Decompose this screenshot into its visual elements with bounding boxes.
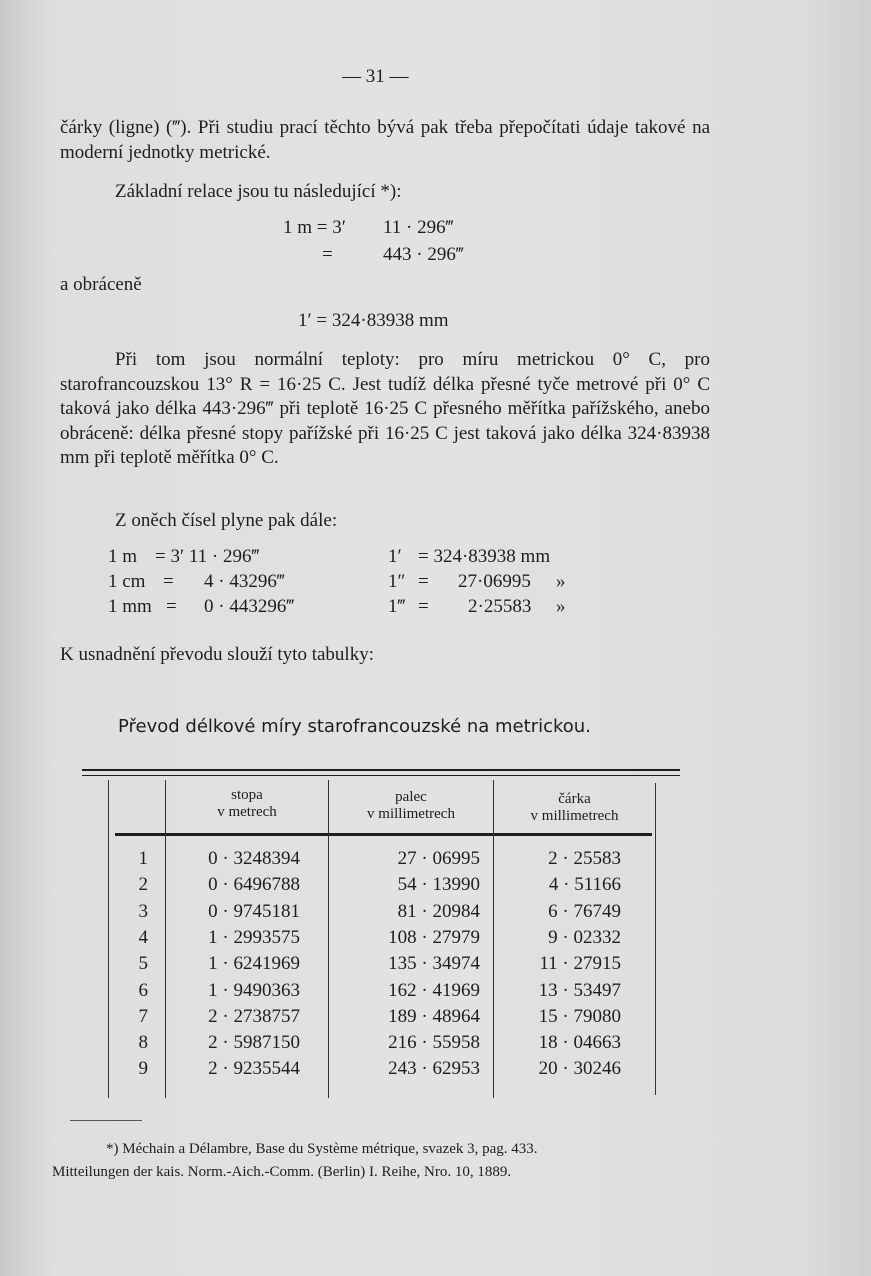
equation-unit: 1 m — [108, 546, 138, 567]
table-cell: 2 · 9235544 — [208, 1058, 300, 1080]
ditto-mark: » — [556, 571, 566, 592]
table-cell: 108 · 27979 — [388, 926, 480, 948]
table-cell: 54 · 13990 — [397, 874, 480, 896]
row-number: 5 — [138, 953, 148, 975]
header-line: v metrech — [217, 804, 277, 820]
row-number: 6 — [138, 979, 148, 1001]
table-cell: 27 · 06995 — [397, 848, 480, 869]
table-cell: 18 · 04663 — [538, 1032, 621, 1054]
row-number: 9 — [138, 1058, 148, 1080]
table-cell: 2 · 5987150 — [208, 1032, 300, 1054]
equation-unit-2: 1″ — [388, 571, 406, 592]
paragraph-conversely: a obráceně — [60, 274, 142, 295]
table-cell: 216 · 55958 — [388, 1032, 480, 1054]
table-cell: 11 · 27915 — [539, 953, 621, 975]
table-cell: 0 · 3248394 — [208, 848, 300, 869]
table-cell: 6 · 76749 — [548, 900, 621, 922]
page-number: — 31 — — [342, 66, 409, 87]
footnote-rule — [70, 1120, 142, 1121]
row-number: 2 — [138, 874, 148, 896]
column-divider — [655, 783, 656, 1095]
table-cell: 0 · 6496788 — [208, 874, 300, 896]
paragraph-relations-intro: Základní relace jsou tu následující *): — [115, 181, 402, 202]
equation-unit: 1 cm — [108, 571, 146, 592]
footnote-line-1: *) Méchain a Délambre, Base du Système métrique, svazek 3, pag. 433. — [106, 1141, 538, 1157]
footnote-line-2: Mitteilungen der kais. Norm.-Aich.-Comm. (Berlin) I. Reihe, Nro. 10, 1889. — [52, 1164, 512, 1180]
table-cell: 243 · 62953 — [388, 1058, 480, 1080]
header-line: v millimetrech — [530, 808, 619, 824]
table-cell: 13 · 53497 — [538, 979, 621, 1001]
row-number: 3 — [138, 900, 148, 922]
header-line: stopa — [231, 787, 263, 803]
paragraph-temperatures: Při tom jsou normální teploty: pro míru metrickou 0° C, pro starofrancouzskou 13° R = 16·25 C. Jest tudíž délka přesné tyče metrové při 0° C taková jako délka 443·296‴ při teplotě 16·25 C přesného měřítka pařížského, anebo obráceně: délka přesné stopy pařížské při 16·25 C jest taková jako délka 324·83938 mm při teplotě měřítka 0° C. — [60, 349, 710, 469]
equation-value: = 3′ 11 · 296‴ — [155, 546, 260, 567]
relation-2-right: 443 · 296‴ — [383, 244, 464, 265]
table-cell: 1 · 2993575 — [208, 926, 300, 948]
table-cell: 189 · 48964 — [388, 1005, 480, 1027]
table-cell: 0 · 9745181 — [208, 900, 300, 922]
equation-value-2: 27·06995 — [458, 571, 531, 592]
relation-1-right: 11 · 296‴ — [383, 217, 454, 238]
row-number: 8 — [138, 1032, 148, 1054]
table-header-rule — [115, 833, 652, 836]
equation-unit: 1 mm — [108, 596, 152, 617]
equation-equals: = — [166, 596, 177, 617]
table-cell: 81 · 20984 — [397, 900, 480, 922]
table-cell: 15 · 79080 — [538, 1005, 621, 1027]
relation-1-left: 1 m = 3′ — [283, 217, 346, 238]
table-top-rule — [82, 775, 680, 776]
ditto-mark: » — [556, 596, 566, 617]
header-line: palec — [395, 789, 427, 805]
header-line: v millimetrech — [367, 806, 455, 822]
table-top-rule — [82, 769, 680, 771]
header-line: čárka — [558, 791, 591, 807]
paragraph-intro: čárky (ligne) (‴). Při studiu prací těchto bývá pak třeba přepočítati údaje takové na moderní jednotky metrické. — [60, 117, 710, 163]
relation-3: 1′ = 324·83938 mm — [298, 310, 449, 331]
equation-unit-2: 1′ — [388, 546, 402, 567]
equation-value: 4 · 43296‴ — [204, 571, 285, 592]
row-number: 4 — [138, 926, 148, 948]
paragraph-tables-intro: K usnadnění převodu slouží tyto tabulky: — [60, 644, 374, 665]
equation-value-2: 2·25583 — [468, 596, 532, 617]
header-foot-meters — [166, 787, 328, 821]
table-cell: 9 · 02332 — [548, 926, 621, 948]
row-number: 1 — [138, 848, 148, 869]
paragraph-further: Z oněch čísel plyne pak dále: — [115, 510, 338, 531]
table-cell: 1 · 9490363 — [208, 979, 300, 1001]
equation-equals-2: = — [418, 596, 429, 617]
table-cell: 2 · 2738757 — [208, 1005, 300, 1027]
equation-value-2: = 324·83938 mm — [418, 546, 551, 567]
table-cell: 135 · 34974 — [388, 953, 480, 975]
table-title: Převod délkové míry starofrancouzské na metrickou. — [118, 716, 591, 737]
header-line-mm — [494, 791, 655, 825]
table-cell: 20 · 30246 — [538, 1058, 621, 1080]
table-cell: 162 · 41969 — [388, 979, 480, 1001]
table-cell: 2 · 25583 — [548, 848, 621, 869]
relation-2-left: = — [322, 244, 333, 265]
equation-value: 0 · 443296‴ — [204, 596, 295, 617]
row-number: 7 — [138, 1005, 148, 1027]
header-inch-mm — [329, 789, 493, 823]
equation-equals-2: = — [418, 571, 429, 592]
table-cell: 1 · 6241969 — [208, 953, 300, 975]
equation-unit-2: 1‴ — [388, 596, 406, 617]
equation-equals: = — [163, 571, 174, 592]
table-cell: 4 · 51166 — [548, 874, 621, 896]
